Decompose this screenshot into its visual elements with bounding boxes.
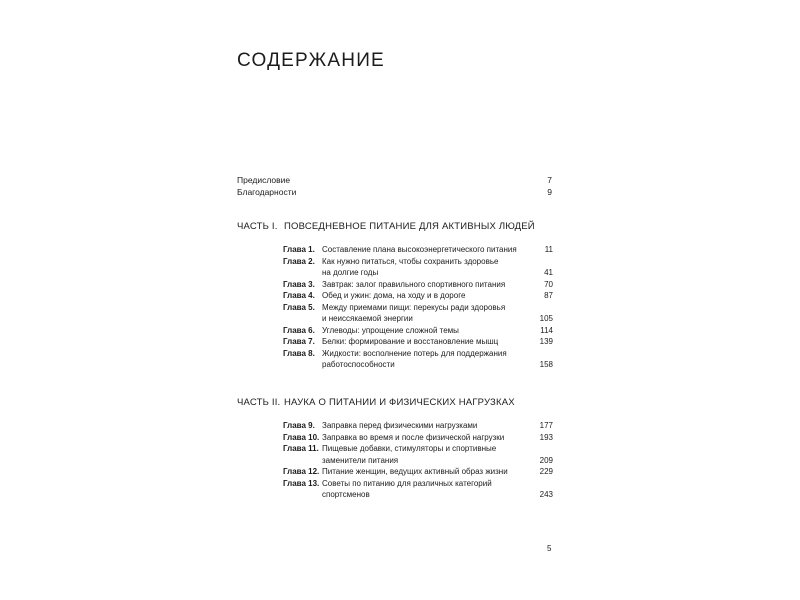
chapter-title-line: Как нужно питаться, чтобы сохранить здоровье [322,256,499,266]
chapter-number: Глава 9. [283,421,315,430]
chapter-title-line: Заправка во время и после физической нагрузки [322,432,505,442]
chapter-number: Глава 13. [283,478,320,488]
chapter-page: 11 [544,245,553,254]
chapter-list-part-2 [283,420,553,501]
part-heading-1 [237,221,535,233]
chapter-page: 139 [539,337,553,346]
chapter-title-line: на долгие годы [322,268,379,277]
toc-entry-preface [237,174,552,186]
chapter-page: 41 [544,268,553,277]
toc-entry-label: Благодарности [237,187,297,197]
chapter-number: Глава 7. [283,337,315,346]
chapter-title-line: работоспособности [322,360,395,369]
chapter-page: 105 [539,314,553,323]
chapter-title-line: Обед и ужин: дома, на ходу и в дороге [322,291,466,300]
chapter-number: Глава 8. [283,348,315,358]
chapter-page: 193 [539,432,553,442]
chapter-number: Глава 2. [283,256,315,266]
chapter-title-line: Жидкости: восполнение потерь для поддержания [322,348,507,358]
chapter-page: 158 [539,360,553,369]
chapter-number: Глава 6. [283,325,315,335]
chapter-title-line: Между приемами пищи: перекусы ради здоровья [322,302,506,312]
part-number: ЧАСТЬ I. [237,221,278,232]
chapter-page: 209 [539,455,553,465]
toc-entry-label: Предисловие [237,175,291,185]
front-matter-list [237,174,552,198]
toc-chapter-entry [283,279,553,291]
chapter-page: 243 [539,490,553,499]
chapter-title-line: Углеводы: упрощение сложной темы [322,325,459,335]
chapter-number: Глава 3. [283,279,315,289]
toc-chapter-entry [283,302,553,325]
chapter-page: 87 [544,291,553,300]
chapter-number: Глава 1. [283,245,315,254]
chapter-title-line: Заправка перед физическими нагрузками [322,421,478,430]
chapter-title-line: и неиссякаемой энергии [322,314,413,323]
page-number: 5 [547,544,552,553]
toc-chapter-entry [283,466,553,478]
toc-chapter-entry [283,478,553,501]
part-heading-2 [237,397,515,409]
toc-chapter-entry [283,244,553,256]
part-title: ПОВСЕДНЕВНОЕ ПИТАНИЕ ДЛЯ АКТИВНЫХ ЛЮДЕЙ [284,221,535,232]
toc-entry-page: 7 [547,175,552,185]
chapter-title-line: Завтрак: залог правильного спортивного питания [322,279,506,289]
chapter-title-line: Составление плана высокоэнергетического питания [322,245,517,254]
chapter-number: Глава 4. [283,291,315,300]
toc-entry-acknowledgements [237,186,552,198]
toc-chapter-entry [283,325,553,337]
toc-chapter-entry [283,336,553,348]
part-title: НАУКА О ПИТАНИИ И ФИЗИЧЕСКИХ НАГРУЗКАХ [284,397,515,408]
chapter-title-line: Питание женщин, ведущих активный образ жизни [322,467,508,476]
chapter-number: Глава 12. [283,467,320,476]
chapter-list-part-1 [283,244,553,371]
chapter-number: Глава 5. [283,302,315,312]
toc-chapter-entry [283,432,553,444]
toc-entry-page: 9 [547,187,552,197]
toc-chapter-entry [283,443,553,466]
chapter-title-line: заменители питания [322,455,399,465]
chapter-page: 70 [544,279,553,289]
part-number: ЧАСТЬ II. [237,397,281,408]
toc-chapter-entry [283,256,553,279]
toc-chapter-entry [283,348,553,371]
chapter-title-line: Пищевые добавки, стимуляторы и спортивные [322,444,497,453]
chapter-number: Глава 11. [283,444,319,453]
toc-chapter-entry [283,420,553,432]
chapter-page: 114 [540,325,553,335]
chapter-number: Глава 10. [283,432,320,442]
chapter-title-line: спортсменов [322,490,370,499]
chapter-page: 229 [539,467,553,476]
toc-chapter-entry [283,290,553,302]
page-title: СОДЕРЖАНИЕ [237,50,385,71]
chapter-title-line: Советы по питанию для различных категорий [322,478,492,488]
chapter-page: 177 [539,421,553,430]
chapter-title-line: Белки: формирование и восстановление мышц [322,337,499,346]
